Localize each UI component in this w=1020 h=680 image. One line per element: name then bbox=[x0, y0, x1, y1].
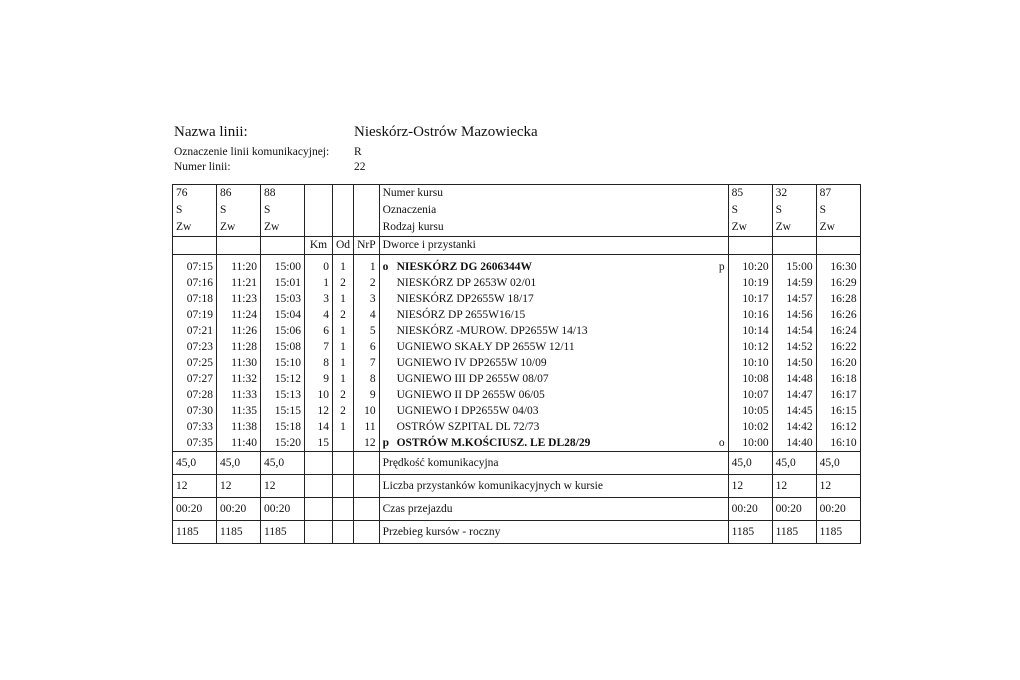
stop-cell bbox=[379, 419, 728, 435]
stop-name: NIESÓRZ DP 2655W16/15 bbox=[396, 309, 526, 321]
stop-cell-content bbox=[383, 307, 725, 323]
course-type-right: Zw bbox=[816, 219, 860, 237]
summary-left-value: 45,0 bbox=[173, 452, 217, 475]
empty-cell bbox=[333, 452, 354, 475]
stop-cell bbox=[379, 307, 728, 323]
departure-time: 15:10 bbox=[261, 355, 305, 371]
empty-cell bbox=[305, 498, 333, 521]
stop-row bbox=[173, 419, 861, 435]
return-time: 16:10 bbox=[816, 435, 860, 452]
course-marking-left: S bbox=[217, 202, 261, 219]
stop-name: NIESKÓRZ DP2655W 18/17 bbox=[396, 293, 534, 305]
km-value: 0 bbox=[305, 259, 333, 275]
stop-name: UGNIEWO IV DP2655W 10/09 bbox=[396, 357, 547, 369]
empty-cell bbox=[816, 237, 860, 255]
summary-left-value: 12 bbox=[173, 475, 217, 498]
stop-name: OSTRÓW SZPITAL DL 72/73 bbox=[396, 421, 540, 433]
od-header: Od bbox=[333, 237, 354, 255]
summary-label: Liczba przystanków komunikacyjnych w kursie bbox=[379, 475, 728, 498]
summary-right-value: 12 bbox=[728, 475, 772, 498]
line-number-value: 22 bbox=[354, 161, 366, 173]
od-value: 1 bbox=[333, 323, 354, 339]
departure-time: 11:33 bbox=[217, 387, 261, 403]
stop-cell-content bbox=[383, 355, 725, 371]
departure-time: 11:23 bbox=[217, 291, 261, 307]
od-value: 1 bbox=[333, 419, 354, 435]
stop-prefix-marker: o bbox=[382, 261, 389, 273]
stop-cell-content bbox=[383, 275, 725, 291]
return-time: 14:57 bbox=[772, 291, 816, 307]
stops-header: Dworce i przystanki bbox=[379, 237, 728, 255]
course-number-right: 32 bbox=[772, 185, 816, 203]
summary-left-value: 00:20 bbox=[173, 498, 217, 521]
return-time: 16:15 bbox=[816, 403, 860, 419]
stop-row bbox=[173, 355, 861, 371]
stop-row bbox=[173, 291, 861, 307]
summary-right-value: 00:20 bbox=[816, 498, 860, 521]
km-value: 7 bbox=[305, 339, 333, 355]
return-time: 10:10 bbox=[728, 355, 772, 371]
stop-suffix-marker: p bbox=[718, 261, 725, 273]
stop-number: 12 bbox=[354, 435, 380, 452]
return-time: 16:26 bbox=[816, 307, 860, 323]
stop-cell-content bbox=[383, 339, 725, 355]
line-mark-label: Oznaczenie linii komunikacyjnej: bbox=[174, 146, 330, 158]
stop-row bbox=[173, 307, 861, 323]
stop-cell-content bbox=[383, 419, 725, 435]
course-type-right: Zw bbox=[728, 219, 772, 237]
summary-left-value: 1185 bbox=[173, 521, 217, 544]
stop-row bbox=[173, 403, 861, 419]
stop-name: OSTRÓW M.KOŚCIUSZ. LE DL28/29 bbox=[396, 437, 591, 449]
departure-time: 07:27 bbox=[173, 371, 217, 387]
timetable-header bbox=[174, 124, 694, 175]
departure-time: 15:01 bbox=[261, 275, 305, 291]
od-value: 2 bbox=[333, 403, 354, 419]
departure-time: 15:03 bbox=[261, 291, 305, 307]
summary-right-value: 45,0 bbox=[728, 452, 772, 475]
line-name-value: Nieskórz-Ostrów Mazowiecka bbox=[354, 124, 538, 140]
summary-label: Czas przejazdu bbox=[379, 498, 728, 521]
km-value: 9 bbox=[305, 371, 333, 387]
stop-row bbox=[173, 387, 861, 403]
stop-name: UGNIEWO SKAŁY DP 2655W 12/11 bbox=[396, 341, 575, 353]
stop-number: 6 bbox=[354, 339, 380, 355]
return-time: 10:20 bbox=[728, 259, 772, 275]
departure-time: 07:16 bbox=[173, 275, 217, 291]
stop-cell bbox=[379, 371, 728, 387]
od-value: 2 bbox=[333, 275, 354, 291]
return-time: 14:59 bbox=[772, 275, 816, 291]
stop-row bbox=[173, 435, 861, 452]
return-time: 14:50 bbox=[772, 355, 816, 371]
departure-time: 15:12 bbox=[261, 371, 305, 387]
course-number-row bbox=[173, 185, 861, 203]
stop-name: UGNIEWO III DP 2655W 08/07 bbox=[396, 373, 549, 385]
departure-time: 11:38 bbox=[217, 419, 261, 435]
return-time: 15:00 bbox=[772, 259, 816, 275]
line-number-label: Numer linii: bbox=[174, 161, 231, 173]
return-time: 10:16 bbox=[728, 307, 772, 323]
course-number-left: 86 bbox=[217, 185, 261, 203]
stop-cell-content bbox=[383, 371, 725, 387]
stop-row bbox=[173, 371, 861, 387]
departure-time: 11:24 bbox=[217, 307, 261, 323]
line-mark-row bbox=[174, 145, 694, 160]
summary-left-value: 45,0 bbox=[217, 452, 261, 475]
summary-right-value: 00:20 bbox=[772, 498, 816, 521]
empty-cell bbox=[728, 237, 772, 255]
course-type-left: Zw bbox=[217, 219, 261, 237]
departure-time: 15:13 bbox=[261, 387, 305, 403]
summary-left-value: 1185 bbox=[261, 521, 305, 544]
stop-cell-content bbox=[383, 291, 725, 307]
empty-cell bbox=[354, 219, 380, 237]
course-marking-right: S bbox=[728, 202, 772, 219]
departure-time: 15:06 bbox=[261, 323, 305, 339]
od-value: 2 bbox=[333, 387, 354, 403]
stop-cell bbox=[379, 403, 728, 419]
km-value: 3 bbox=[305, 291, 333, 307]
return-time: 16:12 bbox=[816, 419, 860, 435]
summary-left-value: 00:20 bbox=[217, 498, 261, 521]
empty-cell bbox=[305, 475, 333, 498]
line-mark-value: R bbox=[354, 146, 362, 158]
departure-time: 11:28 bbox=[217, 339, 261, 355]
departure-time: 11:40 bbox=[217, 435, 261, 452]
departure-time: 15:15 bbox=[261, 403, 305, 419]
km-value: 1 bbox=[305, 275, 333, 291]
summary-row bbox=[173, 475, 861, 498]
stop-cell-content bbox=[383, 435, 725, 451]
departure-time: 07:35 bbox=[173, 435, 217, 452]
summary-row bbox=[173, 452, 861, 475]
stop-number: 4 bbox=[354, 307, 380, 323]
return-time: 14:54 bbox=[772, 323, 816, 339]
departure-time: 11:30 bbox=[217, 355, 261, 371]
course-marking-row bbox=[173, 202, 861, 219]
departure-time: 07:30 bbox=[173, 403, 217, 419]
od-value: 1 bbox=[333, 339, 354, 355]
empty-cell bbox=[354, 185, 380, 203]
return-time: 14:42 bbox=[772, 419, 816, 435]
course-number-label: Numer kursu bbox=[379, 185, 728, 203]
empty-cell bbox=[333, 202, 354, 219]
stop-cell-content bbox=[383, 387, 725, 403]
summary-right-value: 12 bbox=[816, 475, 860, 498]
km-header: Km bbox=[305, 237, 333, 255]
stop-cell bbox=[379, 291, 728, 307]
departure-time: 07:15 bbox=[173, 259, 217, 275]
stop-name: NIESKÓRZ DP 2653W 02/01 bbox=[396, 277, 537, 289]
stop-number: 7 bbox=[354, 355, 380, 371]
empty-cell bbox=[354, 452, 380, 475]
course-type-left: Zw bbox=[261, 219, 305, 237]
timetable-body bbox=[173, 185, 861, 544]
return-time: 14:45 bbox=[772, 403, 816, 419]
departure-time: 11:26 bbox=[217, 323, 261, 339]
course-marking-label: Oznaczenia bbox=[379, 202, 728, 219]
departure-time: 15:18 bbox=[261, 419, 305, 435]
empty-cell bbox=[333, 185, 354, 203]
stop-number: 1 bbox=[354, 259, 380, 275]
od-value: 1 bbox=[333, 259, 354, 275]
stop-cell bbox=[379, 387, 728, 403]
departure-time: 15:08 bbox=[261, 339, 305, 355]
stop-number: 3 bbox=[354, 291, 380, 307]
empty-cell bbox=[305, 452, 333, 475]
return-time: 14:48 bbox=[772, 371, 816, 387]
return-time: 16:30 bbox=[816, 259, 860, 275]
stop-cell-content bbox=[383, 259, 725, 275]
departure-time: 07:25 bbox=[173, 355, 217, 371]
empty-cell bbox=[333, 498, 354, 521]
return-time: 14:47 bbox=[772, 387, 816, 403]
summary-left-value: 00:20 bbox=[261, 498, 305, 521]
timetable bbox=[172, 184, 861, 544]
return-time: 14:40 bbox=[772, 435, 816, 452]
empty-cell bbox=[333, 475, 354, 498]
empty-cell bbox=[772, 237, 816, 255]
column-header-row bbox=[173, 237, 861, 255]
line-name-row bbox=[174, 124, 694, 141]
departure-time: 11:20 bbox=[217, 259, 261, 275]
km-value: 15 bbox=[305, 435, 333, 452]
km-value: 12 bbox=[305, 403, 333, 419]
return-time: 16:17 bbox=[816, 387, 860, 403]
stop-prefix-marker: p bbox=[382, 437, 389, 449]
return-time: 10:14 bbox=[728, 323, 772, 339]
stop-name: NIESKÓRZ DG 2606344W bbox=[396, 261, 533, 273]
course-type-label: Rodzaj kursu bbox=[379, 219, 728, 237]
summary-right-value: 1185 bbox=[728, 521, 772, 544]
departure-time: 07:19 bbox=[173, 307, 217, 323]
departure-time: 07:28 bbox=[173, 387, 217, 403]
course-marking-right: S bbox=[816, 202, 860, 219]
return-time: 14:52 bbox=[772, 339, 816, 355]
summary-label: Przebieg kursów - roczny bbox=[379, 521, 728, 544]
nrp-header: NrP bbox=[354, 237, 380, 255]
departure-time: 11:32 bbox=[217, 371, 261, 387]
return-time: 10:05 bbox=[728, 403, 772, 419]
empty-cell bbox=[354, 521, 380, 544]
course-marking-left: S bbox=[261, 202, 305, 219]
od-value: 1 bbox=[333, 371, 354, 387]
empty-cell bbox=[305, 202, 333, 219]
od-value: 1 bbox=[333, 355, 354, 371]
return-time: 10:07 bbox=[728, 387, 772, 403]
return-time: 10:17 bbox=[728, 291, 772, 307]
stop-name: UGNIEWO I DP2655W 04/03 bbox=[396, 405, 539, 417]
summary-label: Prędkość komunikacyjna bbox=[379, 452, 728, 475]
stop-cell bbox=[379, 259, 728, 275]
stop-cell bbox=[379, 275, 728, 291]
departure-time: 07:18 bbox=[173, 291, 217, 307]
summary-left-value: 1185 bbox=[217, 521, 261, 544]
summary-left-value: 12 bbox=[217, 475, 261, 498]
empty-cell bbox=[354, 498, 380, 521]
stop-number: 5 bbox=[354, 323, 380, 339]
stop-row bbox=[173, 339, 861, 355]
empty-cell bbox=[305, 185, 333, 203]
return-time: 14:56 bbox=[772, 307, 816, 323]
stop-row bbox=[173, 323, 861, 339]
summary-right-value: 00:20 bbox=[728, 498, 772, 521]
summary-left-value: 12 bbox=[261, 475, 305, 498]
return-time: 10:08 bbox=[728, 371, 772, 387]
summary-right-value: 1185 bbox=[816, 521, 860, 544]
summary-right-value: 45,0 bbox=[816, 452, 860, 475]
course-number-right: 87 bbox=[816, 185, 860, 203]
km-value: 4 bbox=[305, 307, 333, 323]
stop-number: 10 bbox=[354, 403, 380, 419]
stop-number: 9 bbox=[354, 387, 380, 403]
course-number-left: 76 bbox=[173, 185, 217, 203]
return-time: 16:24 bbox=[816, 323, 860, 339]
course-type-row bbox=[173, 219, 861, 237]
empty-cell bbox=[354, 202, 380, 219]
departure-time: 11:35 bbox=[217, 403, 261, 419]
stop-cell bbox=[379, 323, 728, 339]
empty-cell bbox=[333, 521, 354, 544]
stop-cell bbox=[379, 339, 728, 355]
course-marking-right: S bbox=[772, 202, 816, 219]
return-time: 10:02 bbox=[728, 419, 772, 435]
stop-cell-content bbox=[383, 403, 725, 419]
departure-time: 15:04 bbox=[261, 307, 305, 323]
stop-name: UGNIEWO II DP 2655W 06/05 bbox=[396, 389, 545, 401]
stop-cell bbox=[379, 355, 728, 371]
km-value: 6 bbox=[305, 323, 333, 339]
return-time: 10:12 bbox=[728, 339, 772, 355]
return-time: 16:28 bbox=[816, 291, 860, 307]
departure-time: 11:21 bbox=[217, 275, 261, 291]
stop-row bbox=[173, 275, 861, 291]
course-type-right: Zw bbox=[772, 219, 816, 237]
stop-number: 8 bbox=[354, 371, 380, 387]
stop-number: 2 bbox=[354, 275, 380, 291]
stop-cell-content bbox=[383, 323, 725, 339]
stop-suffix-marker: o bbox=[718, 437, 725, 449]
summary-row bbox=[173, 498, 861, 521]
course-type-left: Zw bbox=[173, 219, 217, 237]
departure-time: 07:21 bbox=[173, 323, 217, 339]
empty-cell bbox=[305, 219, 333, 237]
line-number-row bbox=[174, 160, 694, 175]
line-name-label: Nazwa linii: bbox=[174, 124, 248, 140]
od-value bbox=[333, 435, 354, 452]
departure-time: 07:33 bbox=[173, 419, 217, 435]
return-time: 16:20 bbox=[816, 355, 860, 371]
empty-cell bbox=[217, 237, 261, 255]
stop-row bbox=[173, 259, 861, 275]
departure-time: 15:20 bbox=[261, 435, 305, 452]
course-number-right: 85 bbox=[728, 185, 772, 203]
km-value: 8 bbox=[305, 355, 333, 371]
summary-right-value: 45,0 bbox=[772, 452, 816, 475]
od-value: 2 bbox=[333, 307, 354, 323]
return-time: 16:18 bbox=[816, 371, 860, 387]
empty-cell bbox=[173, 237, 217, 255]
return-time: 16:29 bbox=[816, 275, 860, 291]
empty-cell bbox=[333, 219, 354, 237]
return-time: 16:22 bbox=[816, 339, 860, 355]
od-value: 1 bbox=[333, 291, 354, 307]
summary-right-value: 12 bbox=[772, 475, 816, 498]
course-marking-left: S bbox=[173, 202, 217, 219]
departure-time: 07:23 bbox=[173, 339, 217, 355]
empty-cell bbox=[261, 237, 305, 255]
stop-cell bbox=[379, 435, 728, 452]
stop-name: NIESKÓRZ -MUROW. DP2655W 14/13 bbox=[396, 325, 588, 337]
summary-row bbox=[173, 521, 861, 544]
return-time: 10:00 bbox=[728, 435, 772, 452]
return-time: 10:19 bbox=[728, 275, 772, 291]
course-number-left: 88 bbox=[261, 185, 305, 203]
empty-cell bbox=[354, 475, 380, 498]
summary-left-value: 45,0 bbox=[261, 452, 305, 475]
departure-time: 15:00 bbox=[261, 259, 305, 275]
km-value: 10 bbox=[305, 387, 333, 403]
empty-cell bbox=[305, 521, 333, 544]
km-value: 14 bbox=[305, 419, 333, 435]
summary-right-value: 1185 bbox=[772, 521, 816, 544]
stop-number: 11 bbox=[354, 419, 380, 435]
